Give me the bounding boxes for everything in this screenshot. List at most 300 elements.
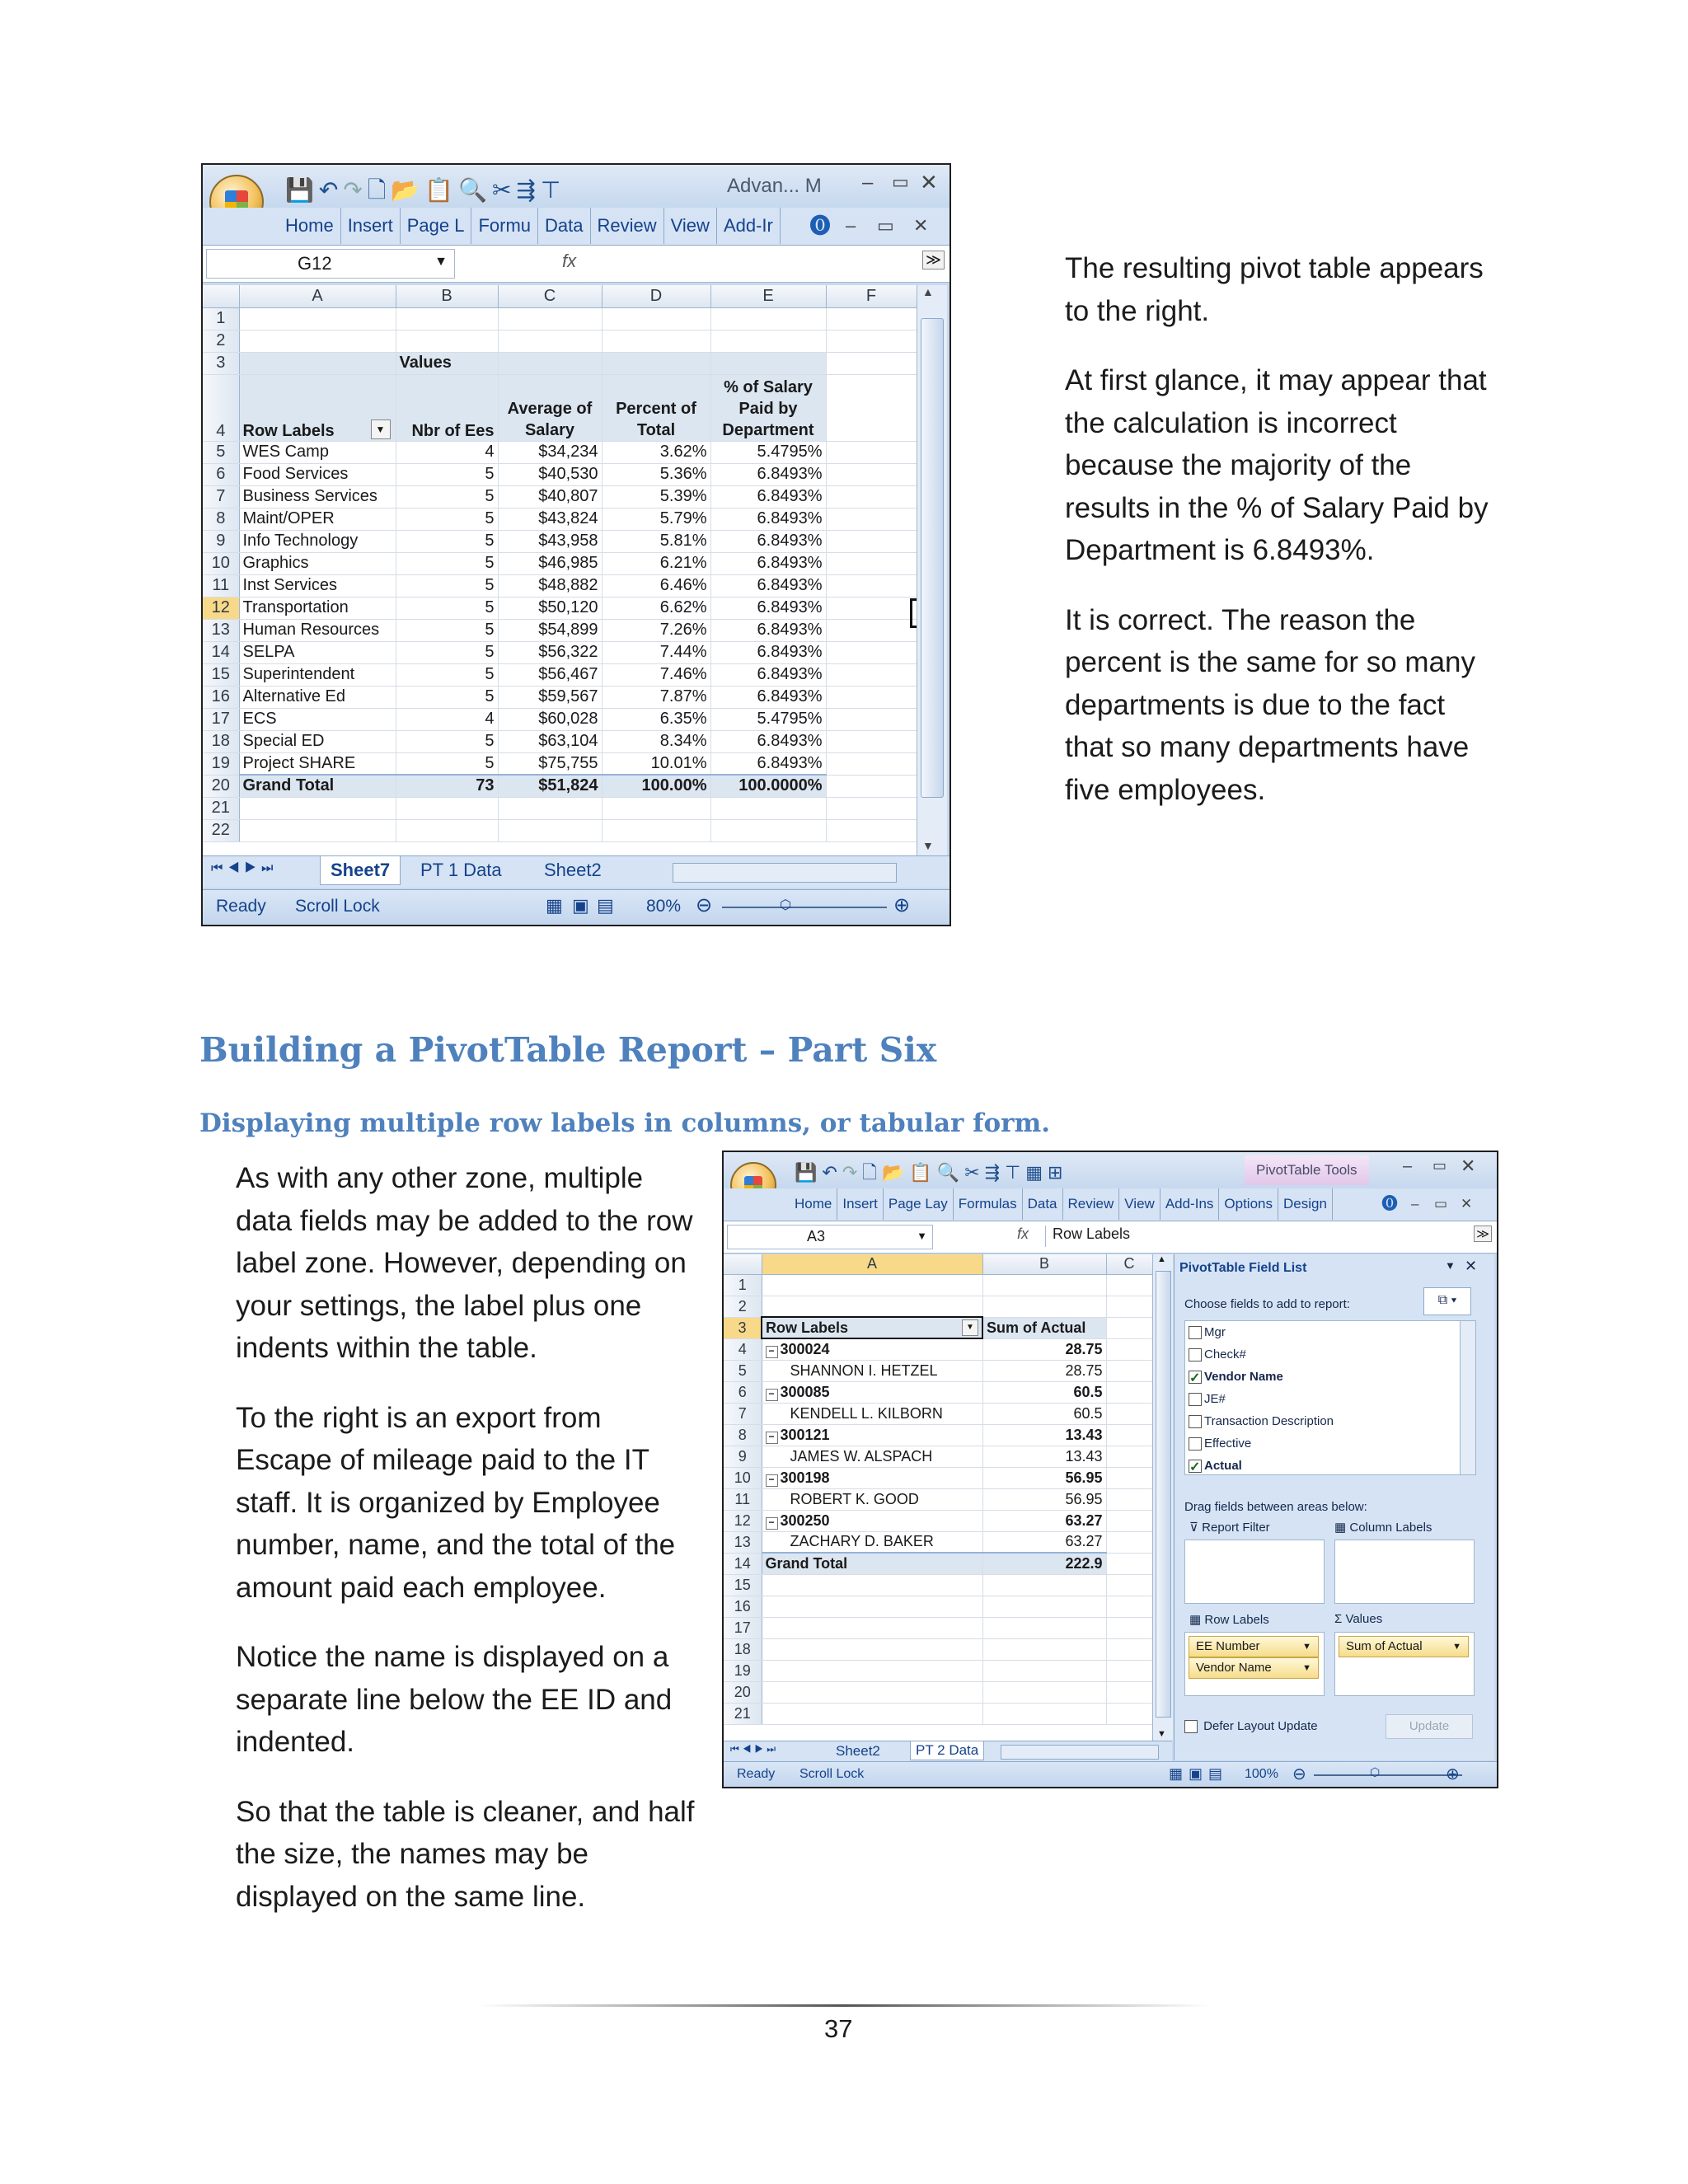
nbr-of-ees-cell[interactable]: 5 <box>396 552 498 574</box>
new-document-icon[interactable]: 🗋 <box>862 1162 882 1183</box>
save-icon[interactable]: 💾 <box>285 177 319 203</box>
view-page-break-icon[interactable]: ▤ <box>1208 1765 1223 1782</box>
nbr-of-ees-cell[interactable]: 5 <box>396 752 498 775</box>
field-item[interactable]: ✓Actual <box>1185 1455 1475 1475</box>
nbr-of-ees-cell[interactable]: 5 <box>396 530 498 552</box>
avg-salary-cell[interactable]: $50,120 <box>498 597 602 619</box>
tab-page-layout[interactable]: Page L <box>401 208 472 244</box>
checkbox[interactable] <box>1184 1720 1198 1733</box>
tab-home[interactable]: Home <box>279 208 341 244</box>
empty-cell[interactable] <box>826 441 917 463</box>
restore-icon[interactable]: ▭ <box>1432 1157 1447 1174</box>
open-folder-icon[interactable]: 📂 <box>881 1162 910 1183</box>
table-row[interactable] <box>724 1596 1152 1617</box>
nbr-of-ees-cell[interactable]: 5 <box>396 730 498 752</box>
row-header[interactable]: 7 <box>724 1403 762 1424</box>
undo-icon[interactable]: ↶ <box>822 1162 842 1183</box>
percent-total-cell[interactable]: 6.21% <box>602 552 710 574</box>
column-header[interactable]: E <box>710 285 826 307</box>
percent-total-header[interactable]: Percent of Total <box>602 374 710 441</box>
save-icon[interactable]: 💾 <box>795 1162 823 1183</box>
row-label-cell[interactable]: Food Services <box>239 463 396 485</box>
scroll-down-icon[interactable]: ▼ <box>1157 1729 1166 1739</box>
row-label-cell[interactable]: SHANNON I. HETZEL <box>762 1360 982 1381</box>
table-row[interactable] <box>203 441 917 463</box>
sum-of-actual-cell[interactable]: 60.5 <box>982 1381 1106 1403</box>
pct-salary-dept-cell[interactable]: 5.4795% <box>710 441 826 463</box>
tab-options[interactable]: Options <box>1219 1188 1278 1220</box>
row-label-cell[interactable]: Inst Services <box>239 574 396 597</box>
nbr-of-ees-cell[interactable]: 5 <box>396 485 498 508</box>
row-header[interactable]: 1 <box>203 307 239 330</box>
pct-salary-dept-cell[interactable]: 6.8493% <box>710 597 826 619</box>
zoom-slider-thumb[interactable]: ⬡ <box>780 898 791 912</box>
row-header[interactable]: 17 <box>203 708 239 730</box>
sum-of-actual-cell[interactable]: 13.43 <box>982 1424 1106 1446</box>
nbr-of-ees-cell[interactable]: 5 <box>396 508 498 530</box>
avg-salary-cell[interactable]: $56,322 <box>498 641 602 663</box>
row-label-cell[interactable]: KENDELL L. KILBORN <box>762 1403 982 1424</box>
row-label-cell[interactable]: Superintendent <box>239 663 396 686</box>
undo-icon[interactable]: ↶ <box>318 177 344 203</box>
tab-insert[interactable]: Insert <box>837 1188 884 1220</box>
tools-icon[interactable]: ✂ <box>964 1162 985 1183</box>
expand-formula-icon[interactable]: ≫ <box>922 251 945 269</box>
nbr-of-ees-cell[interactable]: 5 <box>396 619 498 641</box>
column-header[interactable]: F <box>826 285 917 307</box>
row-header[interactable]: 16 <box>203 686 239 708</box>
empty-cell[interactable] <box>826 508 917 530</box>
print-preview-icon[interactable]: 🔍 <box>936 1162 965 1183</box>
row-header[interactable]: 1 <box>724 1274 762 1296</box>
sum-of-actual-cell[interactable]: 28.75 <box>982 1338 1106 1360</box>
empty-cell[interactable] <box>826 619 917 641</box>
table-row[interactable] <box>203 463 917 485</box>
percent-total-cell[interactable]: 5.36% <box>602 463 710 485</box>
view-page-break-icon[interactable]: ▤ <box>597 895 614 916</box>
tab-formulas[interactable]: Formulas <box>954 1188 1023 1220</box>
sum-of-actual-cell[interactable]: 56.95 <box>982 1488 1106 1510</box>
chevron-down-icon[interactable]: ▼ <box>434 255 448 269</box>
column-header[interactable]: D <box>602 285 710 307</box>
table-row[interactable] <box>203 508 917 530</box>
zoom-in-icon[interactable]: ⊕ <box>893 894 911 916</box>
nbr-of-ees-cell[interactable]: 4 <box>396 708 498 730</box>
field-list-scrollbar[interactable] <box>1460 1321 1475 1474</box>
collapse-icon[interactable]: − <box>766 1389 778 1401</box>
field-checklist[interactable] <box>1184 1320 1476 1475</box>
minimize-icon[interactable]: – <box>862 171 874 194</box>
avg-salary-cell[interactable]: $40,807 <box>498 485 602 508</box>
table-row[interactable] <box>203 752 917 775</box>
table-row[interactable] <box>724 1338 1152 1360</box>
defer-layout-checkbox[interactable]: Defer Layout Update <box>1184 1719 1318 1733</box>
name-box[interactable]: A3 ▼ <box>727 1225 933 1249</box>
zoom-slider-thumb[interactable]: ⬡ <box>1370 1765 1381 1779</box>
empty-cell[interactable] <box>1106 1338 1152 1360</box>
grand-total-row[interactable]: 14 Grand Total 222.9 <box>724 1553 1152 1574</box>
empty-cell[interactable] <box>1106 1510 1152 1531</box>
row-header[interactable]: 15 <box>203 663 239 686</box>
table-row[interactable] <box>724 1681 1152 1703</box>
empty-cell[interactable] <box>1106 1424 1152 1446</box>
sum-of-actual-cell[interactable]: 56.95 <box>982 1467 1106 1488</box>
table-row[interactable] <box>724 1403 1152 1424</box>
empty-cell[interactable] <box>826 530 917 552</box>
percent-total-cell[interactable]: 3.62% <box>602 441 710 463</box>
row-label-cell[interactable]: Transportation <box>239 597 396 619</box>
table-row[interactable] <box>724 1424 1152 1446</box>
table-row[interactable] <box>203 530 917 552</box>
sheet-nav-icons[interactable]: ⏮◀▶⏭ <box>211 861 279 875</box>
row-header[interactable]: 6 <box>203 463 239 485</box>
tab-design[interactable]: Design <box>1278 1188 1333 1220</box>
table-row[interactable] <box>724 1467 1152 1488</box>
table-row[interactable] <box>203 597 917 619</box>
nbr-of-ees-cell[interactable]: 5 <box>396 597 498 619</box>
row-label-cell[interactable]: − 300250 <box>762 1510 982 1531</box>
tab-add-ins[interactable]: Add-Ins <box>1160 1188 1220 1220</box>
row-label-cell[interactable]: Graphics <box>239 552 396 574</box>
row-label-cell[interactable]: Special ED <box>239 730 396 752</box>
row-header[interactable]: 19 <box>724 1660 762 1681</box>
pct-salary-dept-cell[interactable]: 6.8493% <box>710 530 826 552</box>
ribbon-restore-icon[interactable]: ▭ <box>877 215 894 236</box>
avg-salary-cell[interactable]: $54,899 <box>498 619 602 641</box>
horizontal-scrollbar[interactable] <box>673 863 897 883</box>
pct-salary-dept-cell[interactable]: 6.8493% <box>710 730 826 752</box>
vertical-scrollbar[interactable] <box>917 285 947 855</box>
zoom-slider[interactable] <box>1314 1774 1462 1776</box>
row-header[interactable]: 9 <box>724 1446 762 1467</box>
help-icon[interactable]: ⓿ <box>1381 1195 1398 1213</box>
view-page-layout-icon[interactable]: ▣ <box>1189 1765 1203 1782</box>
nbr-of-ees-header[interactable]: Nbr of Ees <box>396 374 498 441</box>
row-header[interactable]: 14 <box>203 641 239 663</box>
percent-total-cell[interactable]: 7.26% <box>602 619 710 641</box>
sum-of-actual-cell[interactable]: 63.27 <box>982 1510 1106 1531</box>
empty-cell[interactable] <box>1106 1467 1152 1488</box>
pct-salary-dept-cell[interactable]: 6.8493% <box>710 552 826 574</box>
row-header[interactable]: 3 <box>724 1317 762 1338</box>
ribbon-minimize-icon[interactable]: – <box>846 215 856 236</box>
report-filter-area[interactable] <box>1184 1540 1325 1604</box>
row-label-cell[interactable]: SELPA <box>239 641 396 663</box>
row-label-cell[interactable]: − 300198 <box>762 1467 982 1488</box>
value-field-sum-of-actual[interactable]: Sum of Actual ▼ <box>1339 1636 1469 1657</box>
row-label-cell[interactable]: − 300121 <box>762 1424 982 1446</box>
percent-total-cell[interactable]: 10.01% <box>602 752 710 775</box>
table-row[interactable] <box>724 1703 1152 1724</box>
worksheet-grid[interactable] <box>203 285 917 855</box>
empty-cell[interactable] <box>826 641 917 663</box>
new-document-icon[interactable]: 🗋 <box>367 177 392 203</box>
field-item[interactable]: Transaction Description <box>1185 1410 1475 1432</box>
row-header[interactable]: 21 <box>203 797 239 819</box>
row-header[interactable]: 21 <box>724 1703 762 1724</box>
empty-cell[interactable] <box>826 552 917 574</box>
collapse-icon[interactable]: − <box>766 1432 778 1444</box>
filter-dropdown-icon[interactable]: ▼ <box>371 419 391 439</box>
nbr-of-ees-cell[interactable]: 5 <box>396 686 498 708</box>
row-header[interactable]: 4 <box>203 374 239 441</box>
percent-total-cell[interactable]: 7.87% <box>602 686 710 708</box>
column-header[interactable]: B <box>396 285 498 307</box>
ribbon-minimize-icon[interactable]: – <box>1411 1196 1419 1212</box>
field-list-dropdown-icon[interactable]: ▼ <box>1445 1259 1456 1272</box>
checkbox[interactable] <box>1189 1393 1202 1406</box>
tab-page-layout[interactable]: Page Lay <box>884 1188 954 1220</box>
field-list-close-icon[interactable]: ✕ <box>1465 1258 1478 1274</box>
empty-cell[interactable] <box>1106 1403 1152 1424</box>
percent-total-cell[interactable]: 7.44% <box>602 641 710 663</box>
pct-salary-dept-cell[interactable]: 6.8493% <box>710 463 826 485</box>
pct-salary-dept-cell[interactable]: 6.8493% <box>710 663 826 686</box>
row-header[interactable]: 11 <box>724 1488 762 1510</box>
tab-review[interactable]: Review <box>1063 1188 1120 1220</box>
sheet-tab-active[interactable]: PT 2 Data <box>910 1741 984 1760</box>
expand-formula-icon[interactable]: ≫ <box>1474 1226 1492 1242</box>
pct-salary-dept-cell[interactable]: 6.8493% <box>710 686 826 708</box>
table-row[interactable] <box>203 641 917 663</box>
row-label-cell[interactable]: JAMES W. ALSPACH <box>762 1446 982 1467</box>
row-label-cell[interactable]: Maint/OPER <box>239 508 396 530</box>
avg-salary-cell[interactable]: $34,234 <box>498 441 602 463</box>
chevron-down-icon[interactable]: ▼ <box>1302 1642 1311 1652</box>
empty-cell[interactable] <box>826 463 917 485</box>
checkbox[interactable] <box>1189 1371 1202 1384</box>
row-label-cell[interactable]: ROBERT K. GOOD <box>762 1488 982 1510</box>
row-label-cell[interactable]: Business Services <box>239 485 396 508</box>
row-header[interactable]: 5 <box>203 441 239 463</box>
row-labels-area[interactable] <box>1184 1632 1325 1696</box>
fx-icon[interactable]: fx <box>562 251 577 271</box>
column-header[interactable]: B <box>982 1254 1106 1274</box>
sum-of-actual-header[interactable]: Sum of Actual <box>982 1317 1106 1338</box>
sheet-tab[interactable]: Sheet2 <box>836 1743 880 1759</box>
field-item[interactable]: Check# <box>1185 1343 1475 1366</box>
row-header[interactable]: 12 <box>203 597 239 619</box>
help-icon[interactable]: ⓿ <box>809 213 832 238</box>
nbr-of-ees-cell[interactable]: 5 <box>396 463 498 485</box>
table-icon[interactable]: ⊞ <box>1048 1162 1068 1183</box>
table-row[interactable] <box>203 686 917 708</box>
table-row[interactable] <box>724 1574 1152 1596</box>
tab-data[interactable]: Data <box>538 208 590 244</box>
sum-of-actual-cell[interactable]: 28.75 <box>982 1360 1106 1381</box>
chart-icon[interactable]: ▦ <box>1025 1162 1048 1183</box>
nbr-of-ees-cell[interactable]: 5 <box>396 641 498 663</box>
row-label-cell[interactable]: Project SHARE <box>239 752 396 775</box>
restore-icon[interactable]: ▭ <box>892 171 909 192</box>
collapse-icon[interactable]: − <box>766 1346 778 1358</box>
close-icon[interactable]: ✕ <box>1461 1155 1476 1176</box>
row-label-cell[interactable]: Info Technology <box>239 530 396 552</box>
table-row[interactable] <box>724 1531 1152 1553</box>
row-header[interactable]: 17 <box>724 1617 762 1638</box>
tab-data[interactable]: Data <box>1023 1188 1063 1220</box>
ribbon-close-icon[interactable]: ✕ <box>913 215 929 236</box>
nbr-of-ees-cell[interactable]: 5 <box>396 663 498 686</box>
name-box[interactable]: G12 ▼ <box>206 249 455 279</box>
column-header[interactable]: C <box>498 285 602 307</box>
tab-view[interactable]: View <box>1119 1188 1160 1220</box>
empty-cell[interactable] <box>826 597 917 619</box>
select-all-corner[interactable] <box>724 1254 762 1274</box>
table-row[interactable] <box>724 1638 1152 1660</box>
row-label-cell[interactable]: Human Resources <box>239 619 396 641</box>
row-header[interactable]: 11 <box>203 574 239 597</box>
row-labels-header[interactable]: Row Labels ▼ <box>239 374 396 441</box>
field-item[interactable]: JE# <box>1185 1388 1475 1410</box>
table-row[interactable] <box>724 1488 1152 1510</box>
row-header[interactable]: 19 <box>203 752 239 775</box>
column-header[interactable]: A <box>239 285 396 307</box>
percent-total-cell[interactable]: 6.62% <box>602 597 710 619</box>
empty-cell[interactable] <box>826 663 917 686</box>
table-row[interactable] <box>724 1617 1152 1638</box>
sheet-tab[interactable]: Sheet2 <box>544 860 602 880</box>
grand-total-row[interactable]: 20 Grand Total 73 $51,824 100.00% 100.0000% <box>203 775 917 797</box>
redo-icon[interactable]: ↷ <box>842 1162 863 1183</box>
zoom-out-icon[interactable]: ⊖ <box>1292 1765 1306 1783</box>
tab-add-ins[interactable]: Add-Ir <box>717 208 781 244</box>
open-folder-icon[interactable]: 📂 <box>391 177 425 203</box>
fx-icon[interactable]: fx <box>1017 1226 1029 1242</box>
avg-salary-cell[interactable]: $43,824 <box>498 508 602 530</box>
percent-total-cell[interactable]: 5.79% <box>602 508 710 530</box>
avg-salary-cell[interactable]: $59,567 <box>498 686 602 708</box>
pct-salary-dept-cell[interactable]: 6.8493% <box>710 641 826 663</box>
chevron-down-icon[interactable]: ▼ <box>1452 1642 1461 1652</box>
checkbox[interactable] <box>1189 1460 1202 1473</box>
checkbox[interactable] <box>1189 1415 1202 1428</box>
scroll-down-icon[interactable]: ▼ <box>922 839 934 852</box>
row-field-vendor-name[interactable]: Vendor Name ▼ <box>1189 1657 1319 1679</box>
tab-home[interactable]: Home <box>790 1188 837 1220</box>
avg-salary-cell[interactable]: $48,882 <box>498 574 602 597</box>
column-header[interactable]: A <box>762 1254 982 1274</box>
empty-cell[interactable] <box>826 730 917 752</box>
field-layout-button[interactable]: ⧉ ▾ <box>1423 1287 1471 1315</box>
row-header[interactable]: 8 <box>724 1424 762 1446</box>
row-header[interactable]: 5 <box>724 1360 762 1381</box>
filter-dropdown-icon[interactable]: ▼ <box>962 1319 978 1336</box>
zoom-level[interactable]: 80% <box>646 897 682 916</box>
tab-review[interactable]: Review <box>591 208 664 244</box>
checkbox[interactable] <box>1189 1326 1202 1339</box>
avg-salary-header[interactable]: Average of Salary <box>498 374 602 441</box>
row-header[interactable]: 20 <box>724 1681 762 1703</box>
row-label-cell[interactable]: − 300085 <box>762 1381 982 1403</box>
field-item[interactable]: ✓Vendor Name <box>1185 1366 1475 1388</box>
table-row[interactable] <box>203 485 917 508</box>
empty-cell[interactable] <box>1106 1381 1152 1403</box>
sheet-tab-active[interactable]: Sheet7 <box>320 856 401 885</box>
percent-total-cell[interactable]: 7.46% <box>602 663 710 686</box>
pct-salary-dept-cell[interactable]: 6.8493% <box>710 619 826 641</box>
row-header[interactable]: 18 <box>724 1638 762 1660</box>
empty-cell[interactable] <box>826 708 917 730</box>
paste-icon[interactable]: 📋 <box>424 177 459 203</box>
empty-cell[interactable] <box>826 485 917 508</box>
filter-icon[interactable]: ⊤ <box>540 177 566 203</box>
ribbon-restore-icon[interactable]: ▭ <box>1434 1196 1448 1212</box>
row-header[interactable]: 13 <box>724 1531 762 1553</box>
percent-total-cell[interactable]: 6.35% <box>602 708 710 730</box>
avg-salary-cell[interactable]: $46,985 <box>498 552 602 574</box>
row-header[interactable]: 2 <box>724 1296 762 1317</box>
values-area[interactable] <box>1334 1632 1475 1696</box>
row-header[interactable]: 8 <box>203 508 239 530</box>
nbr-of-ees-cell[interactable]: 4 <box>396 441 498 463</box>
checkbox[interactable] <box>1189 1437 1202 1451</box>
avg-salary-cell[interactable]: $40,530 <box>498 463 602 485</box>
row-header[interactable]: 16 <box>724 1596 762 1617</box>
row-label-cell[interactable]: ZACHARY D. BAKER <box>762 1531 982 1553</box>
row-header[interactable]: 10 <box>724 1467 762 1488</box>
avg-salary-cell[interactable]: $75,755 <box>498 752 602 775</box>
chevron-down-icon[interactable]: ▼ <box>1302 1663 1311 1673</box>
collapse-icon[interactable]: − <box>766 1474 778 1487</box>
empty-cell[interactable] <box>826 574 917 597</box>
table-row[interactable] <box>203 619 917 641</box>
paste-icon[interactable]: 📋 <box>909 1162 937 1183</box>
scroll-up-icon[interactable]: ▲ <box>1157 1254 1166 1264</box>
update-button[interactable]: Update <box>1386 1714 1473 1739</box>
row-header[interactable]: 22 <box>203 819 239 841</box>
pct-salary-header[interactable]: % of Salary Paid by Department <box>710 374 826 441</box>
formula-input[interactable] <box>598 251 912 275</box>
zoom-in-icon[interactable]: ⊕ <box>1446 1765 1460 1783</box>
table-row[interactable] <box>203 552 917 574</box>
row-label-cell[interactable]: WES Camp <box>239 441 396 463</box>
chevron-down-icon[interactable]: ▼ <box>917 1230 927 1242</box>
row-label-cell[interactable]: Alternative Ed <box>239 686 396 708</box>
tab-view[interactable]: View <box>664 208 717 244</box>
pct-salary-dept-cell[interactable]: 5.4795% <box>710 708 826 730</box>
avg-salary-cell[interactable]: $60,028 <box>498 708 602 730</box>
row-header[interactable]: 4 <box>724 1338 762 1360</box>
table-row[interactable] <box>203 730 917 752</box>
print-preview-icon[interactable]: 🔍 <box>458 177 492 203</box>
column-labels-area[interactable] <box>1334 1540 1475 1604</box>
avg-salary-cell[interactable]: $56,467 <box>498 663 602 686</box>
worksheet-grid[interactable] <box>724 1254 1152 1741</box>
row-header[interactable]: 10 <box>203 552 239 574</box>
select-all-corner[interactable] <box>203 285 239 307</box>
percent-total-cell[interactable]: 6.46% <box>602 574 710 597</box>
table-row[interactable] <box>724 1660 1152 1681</box>
column-header[interactable]: C <box>1106 1254 1152 1274</box>
tools-icon[interactable]: ✂ <box>491 177 517 203</box>
row-header[interactable]: 3 <box>203 352 239 374</box>
minimize-icon[interactable]: – <box>1403 1157 1413 1175</box>
ribbon-close-icon[interactable]: ✕ <box>1461 1196 1473 1212</box>
scroll-up-icon[interactable]: ▲ <box>922 285 934 298</box>
vertical-scrollbar[interactable] <box>1152 1254 1173 1741</box>
formula-input[interactable]: Row Labels <box>1045 1226 1448 1247</box>
table-row[interactable] <box>203 663 917 686</box>
tab-formulas[interactable]: Formu <box>471 208 538 244</box>
empty-cell[interactable] <box>1106 1360 1152 1381</box>
table-row[interactable] <box>724 1360 1152 1381</box>
table-row[interactable] <box>203 574 917 597</box>
horizontal-scrollbar[interactable] <box>1001 1745 1159 1760</box>
collapse-icon[interactable]: − <box>766 1517 778 1530</box>
pct-salary-dept-cell[interactable]: 6.8493% <box>710 485 826 508</box>
row-labels-header[interactable]: Row Labels ▼ <box>762 1317 982 1338</box>
